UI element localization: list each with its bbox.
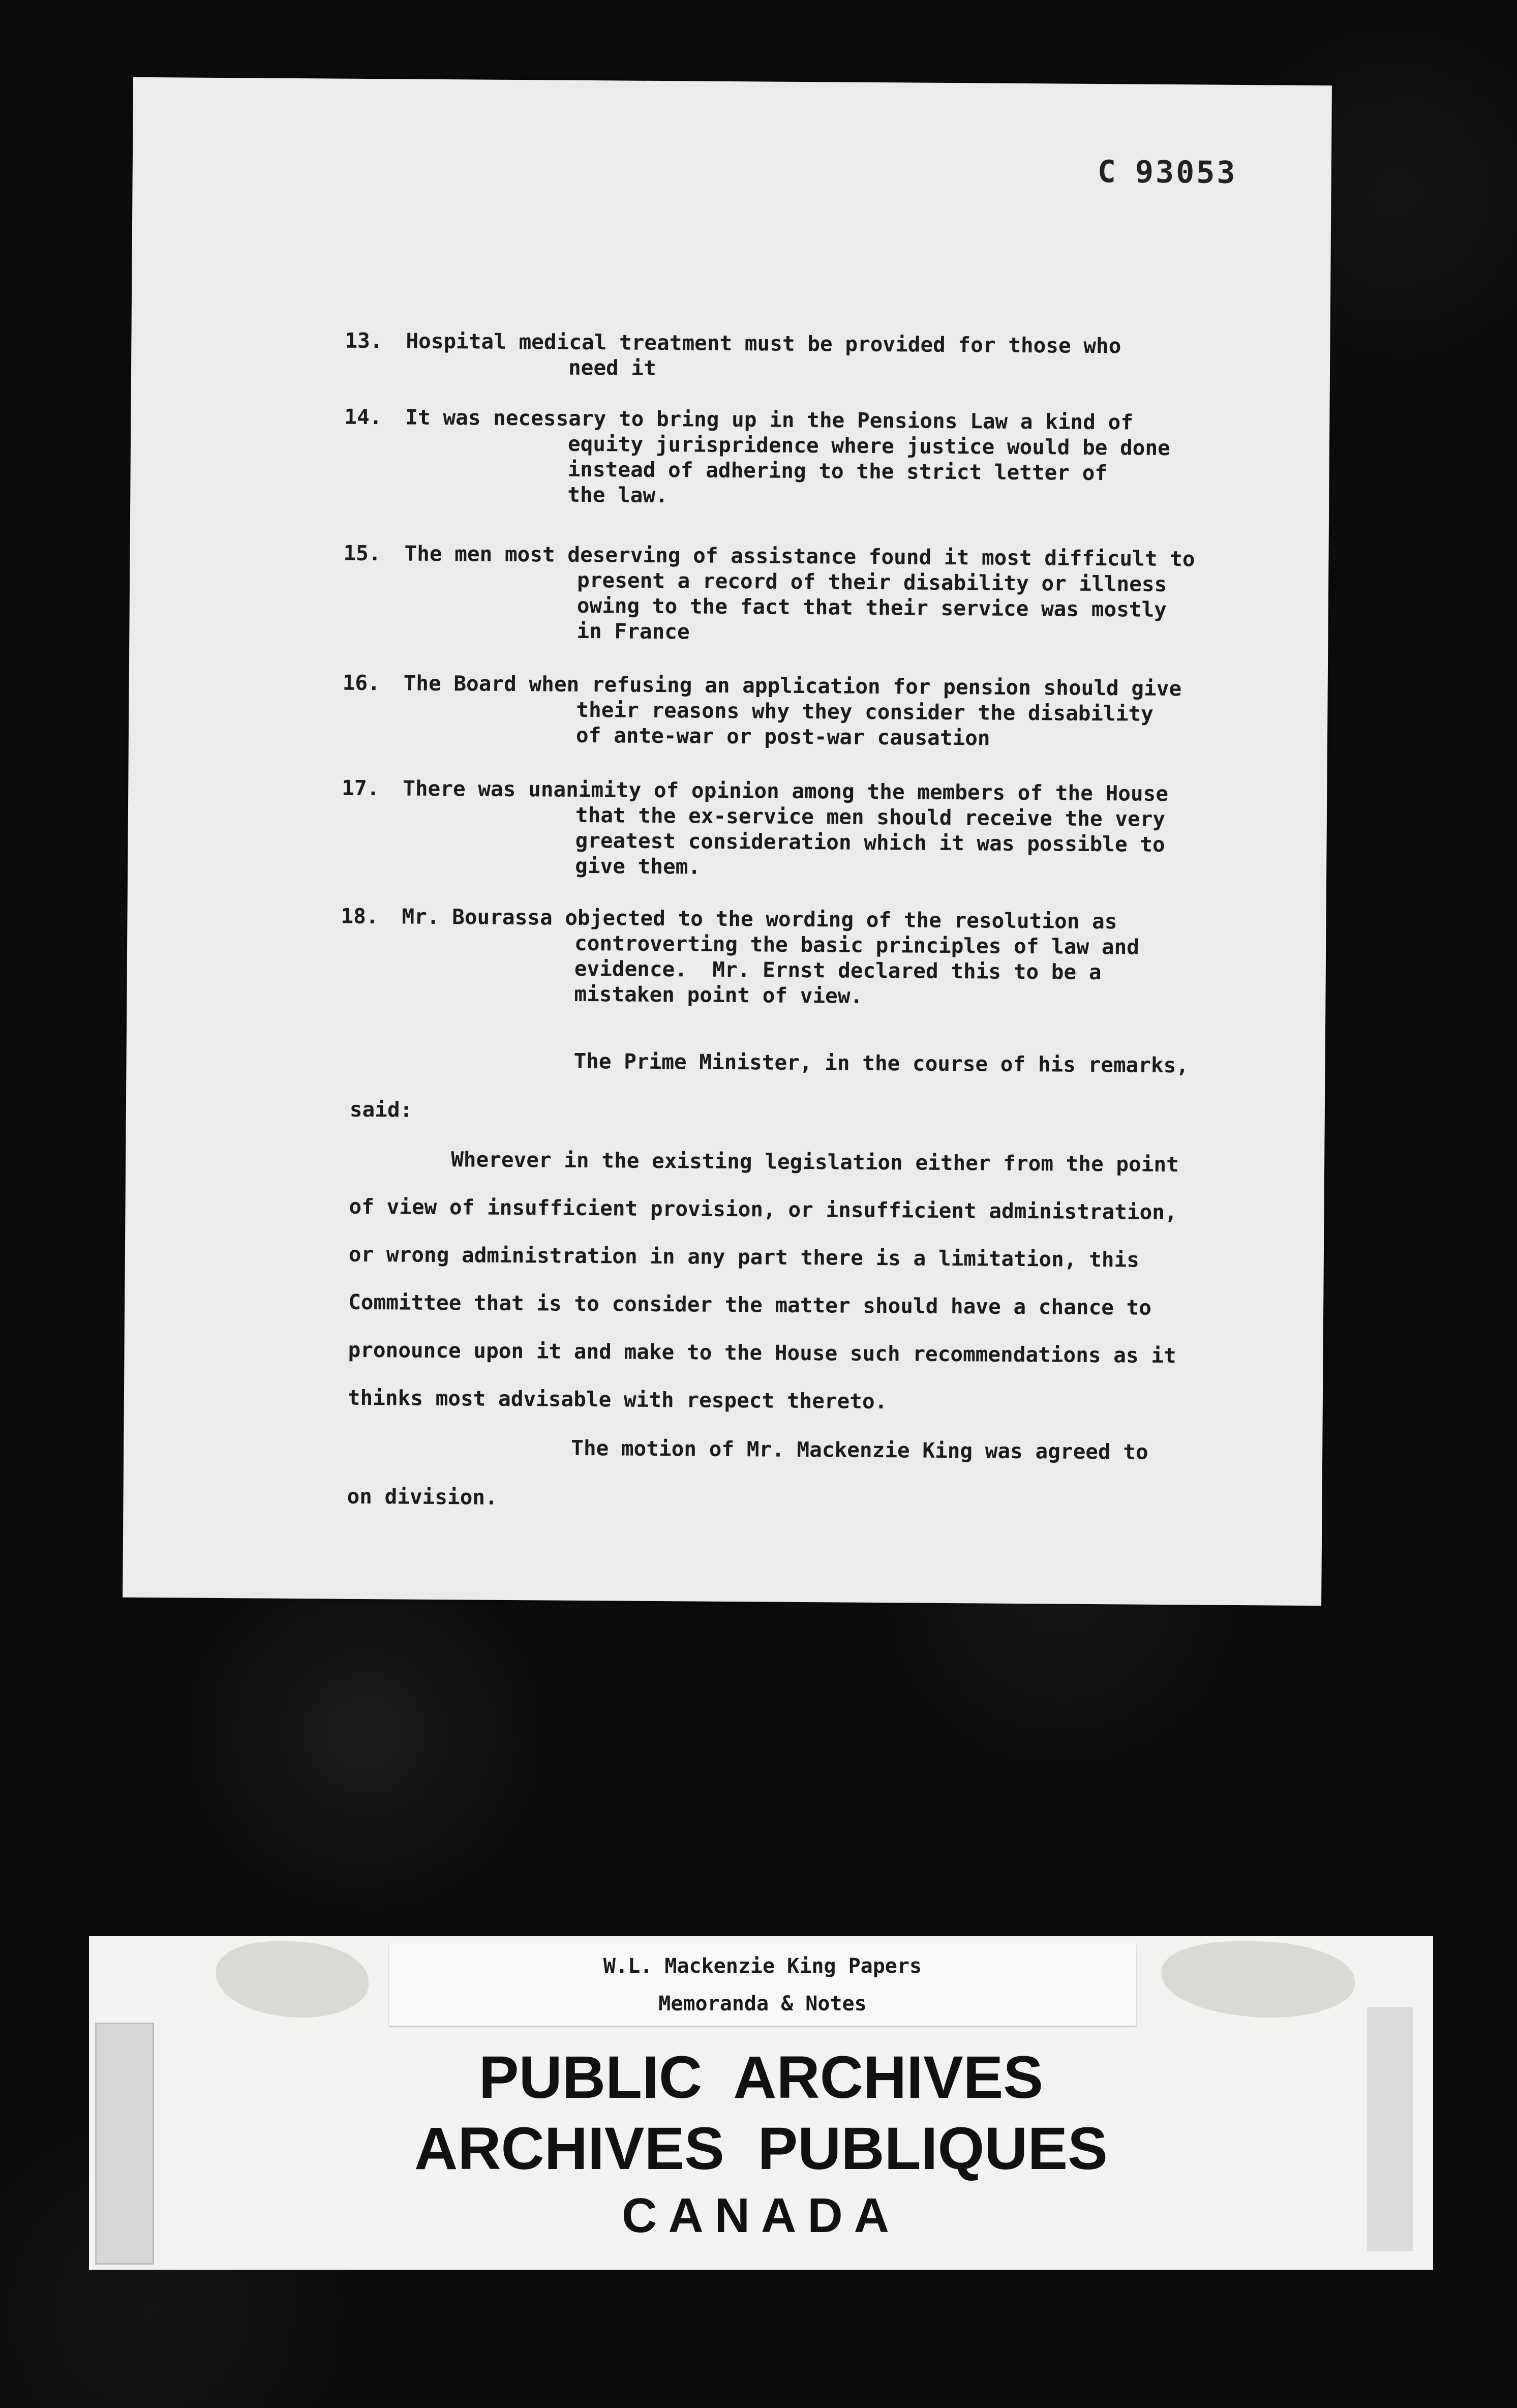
archive-name-english: PUBLIC ARCHIVES — [478, 2044, 1044, 2111]
list-item — [342, 670, 1268, 758]
item-lead-text: Hospital medical treatment must be provided for those who — [406, 328, 1121, 358]
archive-name-french: ARCHIVES PUBLIQUES — [414, 2115, 1108, 2182]
paper-tear — [1162, 1941, 1355, 2018]
item-lead-text: The Board when refusing an application for pension should give — [403, 671, 1182, 701]
series-name: Memoranda & Notes — [658, 1992, 867, 2015]
prime-minister-intro: The Prime Minister, in the course of his remarks, — [573, 1048, 1189, 1078]
archive-country: CANADA — [622, 2188, 900, 2243]
reference-digits: 93053 — [1135, 154, 1237, 191]
item-number: 18. — [341, 904, 379, 929]
collection-name: W.L. Mackenzie King Papers — [603, 1954, 922, 1978]
list-item — [345, 328, 1270, 390]
collection-tab — [389, 1943, 1136, 2026]
item-number: 14. — [344, 404, 382, 430]
list-item — [341, 775, 1267, 889]
item-number: 15. — [343, 540, 381, 566]
quote-line: of view of insufficient provision, or insufficient administration, — [349, 1194, 1177, 1225]
item-continuation: their reasons why they consider the disability of ante-war or post-war causation — [575, 697, 1154, 750]
item-number: 13. — [345, 328, 383, 353]
list-item — [340, 904, 1266, 1017]
list-item — [344, 404, 1269, 518]
quote-line: or wrong administration in any part there is a limitation, this — [348, 1242, 1140, 1272]
item-continuation: need it — [568, 355, 657, 380]
motion-line-end: on division. — [347, 1484, 498, 1510]
item-lead-text: Mr. Bourassa objected to the wording of the resolution as — [402, 904, 1117, 934]
list-item — [343, 540, 1268, 654]
quote-line: Wherever in the existing legislation either from the point — [451, 1147, 1179, 1177]
item-continuation: equity jurispridence where justice would be done instead of adhering to the strict letter of the law. — [567, 431, 1170, 508]
item-continuation: controverting the basic principles of law and evidence. Mr. Ernst declared this to be a mistaken point of view. — [574, 930, 1140, 1008]
motion-line: The motion of Mr. Mackenzie King was agreed to — [571, 1435, 1148, 1464]
item-continuation: that the ex-service men should receive the very greatest consideration which it was possible to give them. — [575, 802, 1166, 879]
item-number: 17. — [342, 775, 380, 801]
item-number: 16. — [342, 670, 380, 696]
document-page — [123, 77, 1332, 1606]
paper-tear — [216, 1941, 369, 2018]
item-lead-text: There was unanimity of opinion among the members of the House — [403, 776, 1169, 806]
quote-line: thinks most advisable with respect thereto. — [347, 1385, 888, 1414]
item-lead-text: It was necessary to bring up in the Pensions Law a kind of — [405, 405, 1134, 435]
item-lead-text: The men most deserving of assistance found it most difficult to — [404, 541, 1195, 571]
said-line: said: — [349, 1097, 413, 1122]
archive-label — [89, 1936, 1433, 2270]
item-continuation: present a record of their disability or illness owing to the fact that their service was mostly in France — [577, 567, 1167, 644]
reference-prefix: C — [1097, 154, 1118, 190]
quote-line: pronounce upon it and make to the House such recommendations as it — [348, 1337, 1176, 1368]
quote-line: Committee that is to consider the matter should have a chance to — [348, 1289, 1152, 1320]
reference-number — [1098, 154, 1237, 191]
